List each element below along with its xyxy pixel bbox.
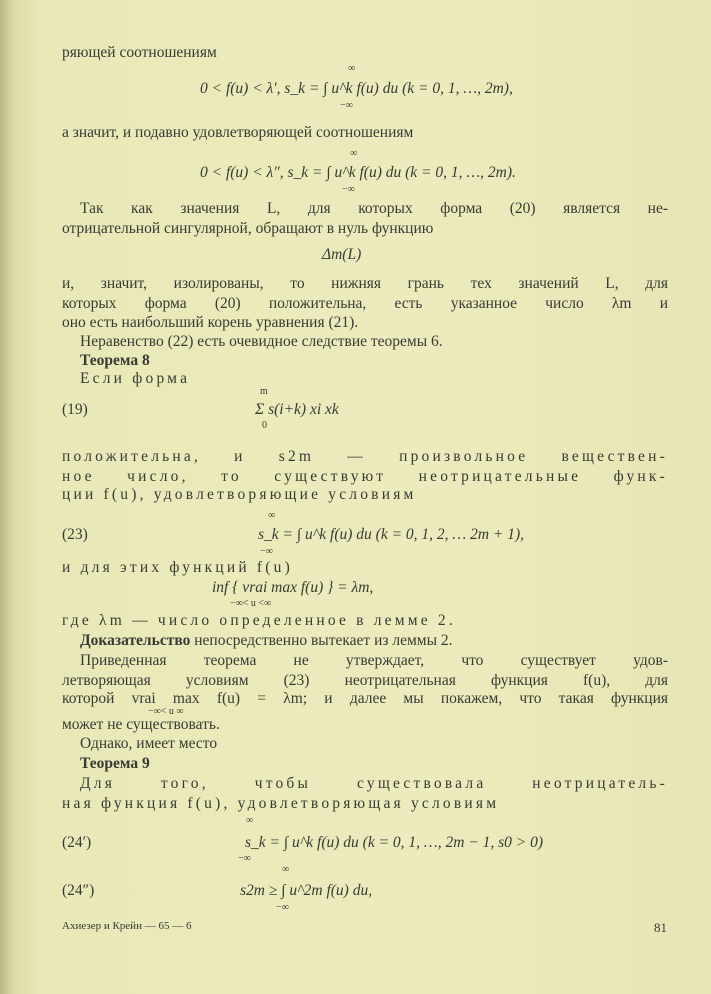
text-line: где λm — число определенное в лемме 2. — [62, 612, 456, 629]
formula: Δm(L) — [322, 246, 362, 263]
text-line: которой vrai max f(u) = λm; и далее мы покажем, что такая функция — [62, 690, 668, 707]
footer-signature: Ахиезер и Крейн — 65 — 6 — [62, 920, 192, 932]
page-number: 81 — [654, 920, 667, 935]
integral-upper-limit: ∞ — [348, 63, 356, 74]
text-line: положительна, и s2m — произвольное веществен- — [62, 448, 668, 465]
integral-lower-limit: −∞ — [276, 902, 289, 913]
theorem-heading: Теорема 8 — [80, 352, 150, 369]
text-line: а значит, и подавно удовлетворяющей соотношениям — [62, 124, 414, 141]
formula-subscript: −∞< u ∞ — [148, 706, 184, 717]
integral-lower-limit: −∞ — [260, 546, 273, 557]
sum-lower-limit: 0 — [262, 420, 267, 431]
formula: 0 < f(u) < λ″, s_k = ∫ u^k f(u) du (k = 0, 1, …, 2m). — [200, 164, 516, 181]
formula: Σ s(i+k) xi xk — [255, 401, 339, 418]
text-line: Неравенство (22) есть очевидное следствие теоремы 6. — [80, 333, 443, 350]
text-line: и, значит, изолированы, то нижняя грань тех значений L, для — [62, 275, 668, 292]
integral-lower-limit: −∞ — [342, 184, 355, 195]
integral-upper-limit: ∞ — [268, 510, 276, 521]
text-line: которых форма (20) положительна, есть указанное число λm и — [62, 295, 668, 312]
text-line: Так как значения L, для которых форма (20) является не- — [80, 200, 668, 217]
integral-upper-limit: ∞ — [350, 148, 358, 159]
equation-label: (24′) — [62, 834, 92, 851]
text-line: и для этих функций f(u) — [62, 559, 293, 576]
theorem-heading: Теорема 9 — [80, 755, 150, 772]
formula: s_k = ∫ u^k f(u) du (k = 0, 1, 2, … 2m + 1), — [258, 526, 525, 543]
formula-subscript: −∞< u <∞ — [230, 598, 272, 609]
text-line: отрицательной сингулярной, обращают в нуль функцию — [62, 220, 434, 237]
integral-lower-limit: −∞ — [238, 853, 251, 864]
formula: s_k = ∫ u^k f(u) du (k = 0, 1, …, 2m − 1, s0 > 0) — [245, 834, 544, 851]
text-line: Если форма — [80, 370, 191, 387]
proof-label: Доказательство — [80, 632, 191, 649]
text-line: может не существовать. — [62, 716, 220, 733]
text-line: Однако, имеет место — [80, 735, 218, 752]
text-line: оно есть наибольший корень уравнения (21). — [62, 314, 359, 331]
sum-upper-limit: m — [260, 386, 268, 397]
text-span: непосредственно вытекает из леммы 2. — [194, 632, 453, 649]
text-line: ции f(u), удовлетворяющие условиям — [62, 486, 417, 503]
integral-upper-limit: ∞ — [246, 815, 254, 826]
text-line: ная функция f(u), удовлетворяющая условиям — [62, 795, 500, 812]
formula: 0 < f(u) < λ′, s_k = ∫ u^k f(u) du (k = 0, 1, …, 2m), — [200, 80, 513, 97]
text-line: ряющей соотношениям — [62, 44, 217, 61]
text-line: ное число, то существуют неотрицательные функ- — [62, 468, 668, 485]
equation-label: (23) — [62, 526, 88, 543]
equation-label: (19) — [62, 401, 88, 418]
text-line: летворяющая условиям (23) неотрицательная функция f(u), для — [62, 672, 668, 689]
integral-lower-limit: −∞ — [340, 100, 353, 111]
text-line — [80, 632, 668, 650]
formula: inf { vrai max f(u) } = λm, — [212, 579, 374, 596]
text-line: Приведенная теорема не утверждает, что существует удов- — [80, 652, 668, 669]
formula: s2m ≥ ∫ u^2m f(u) du, — [240, 882, 373, 899]
text-line: Для того, чтобы существовала неотрицатель- — [80, 775, 668, 792]
equation-label: (24″) — [62, 882, 95, 899]
integral-upper-limit: ∞ — [282, 864, 290, 875]
